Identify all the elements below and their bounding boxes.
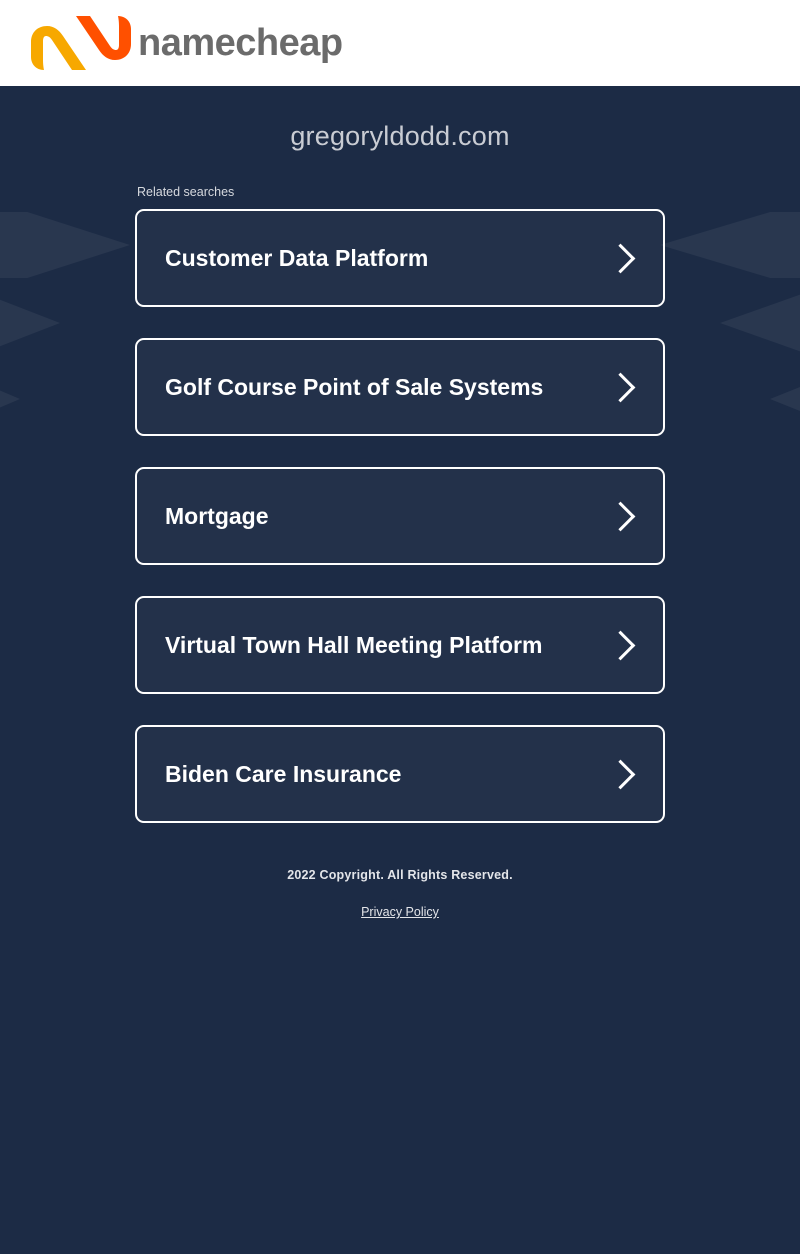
copyright-text: 2022 Copyright. All Rights Reserved. [287,868,513,882]
list-item-label: Virtual Town Hall Meeting Platform [165,631,543,658]
site-header [0,0,800,86]
chevron-right-icon [606,630,636,660]
chevron-right-icon [606,759,636,789]
list-item-label: Mortgage [165,502,269,529]
chevron-right-icon [606,372,636,402]
namecheap-logo[interactable] [28,12,343,74]
list-item-label: Customer Data Platform [165,244,429,271]
related-searches-list [135,209,665,823]
list-item[interactable] [135,467,665,565]
main-content [0,86,800,921]
list-item-label: Biden Care Insurance [165,760,402,787]
brand-wordmark: namecheap [138,21,343,64]
list-item[interactable] [135,596,665,694]
chevron-right-icon [606,501,636,531]
related-searches-label: Related searches [137,185,235,199]
privacy-policy-link[interactable]: Privacy Policy [361,905,439,919]
namecheap-logo-icon [28,12,134,74]
related-searches-section [135,152,665,921]
chevron-right-icon [606,243,636,273]
page-title: gregoryldodd.com [290,121,510,151]
list-item[interactable] [135,725,665,823]
list-item[interactable] [135,209,665,307]
list-item[interactable] [135,338,665,436]
page-footer [135,868,665,921]
list-item-label: Golf Course Point of Sale Systems [165,373,544,400]
